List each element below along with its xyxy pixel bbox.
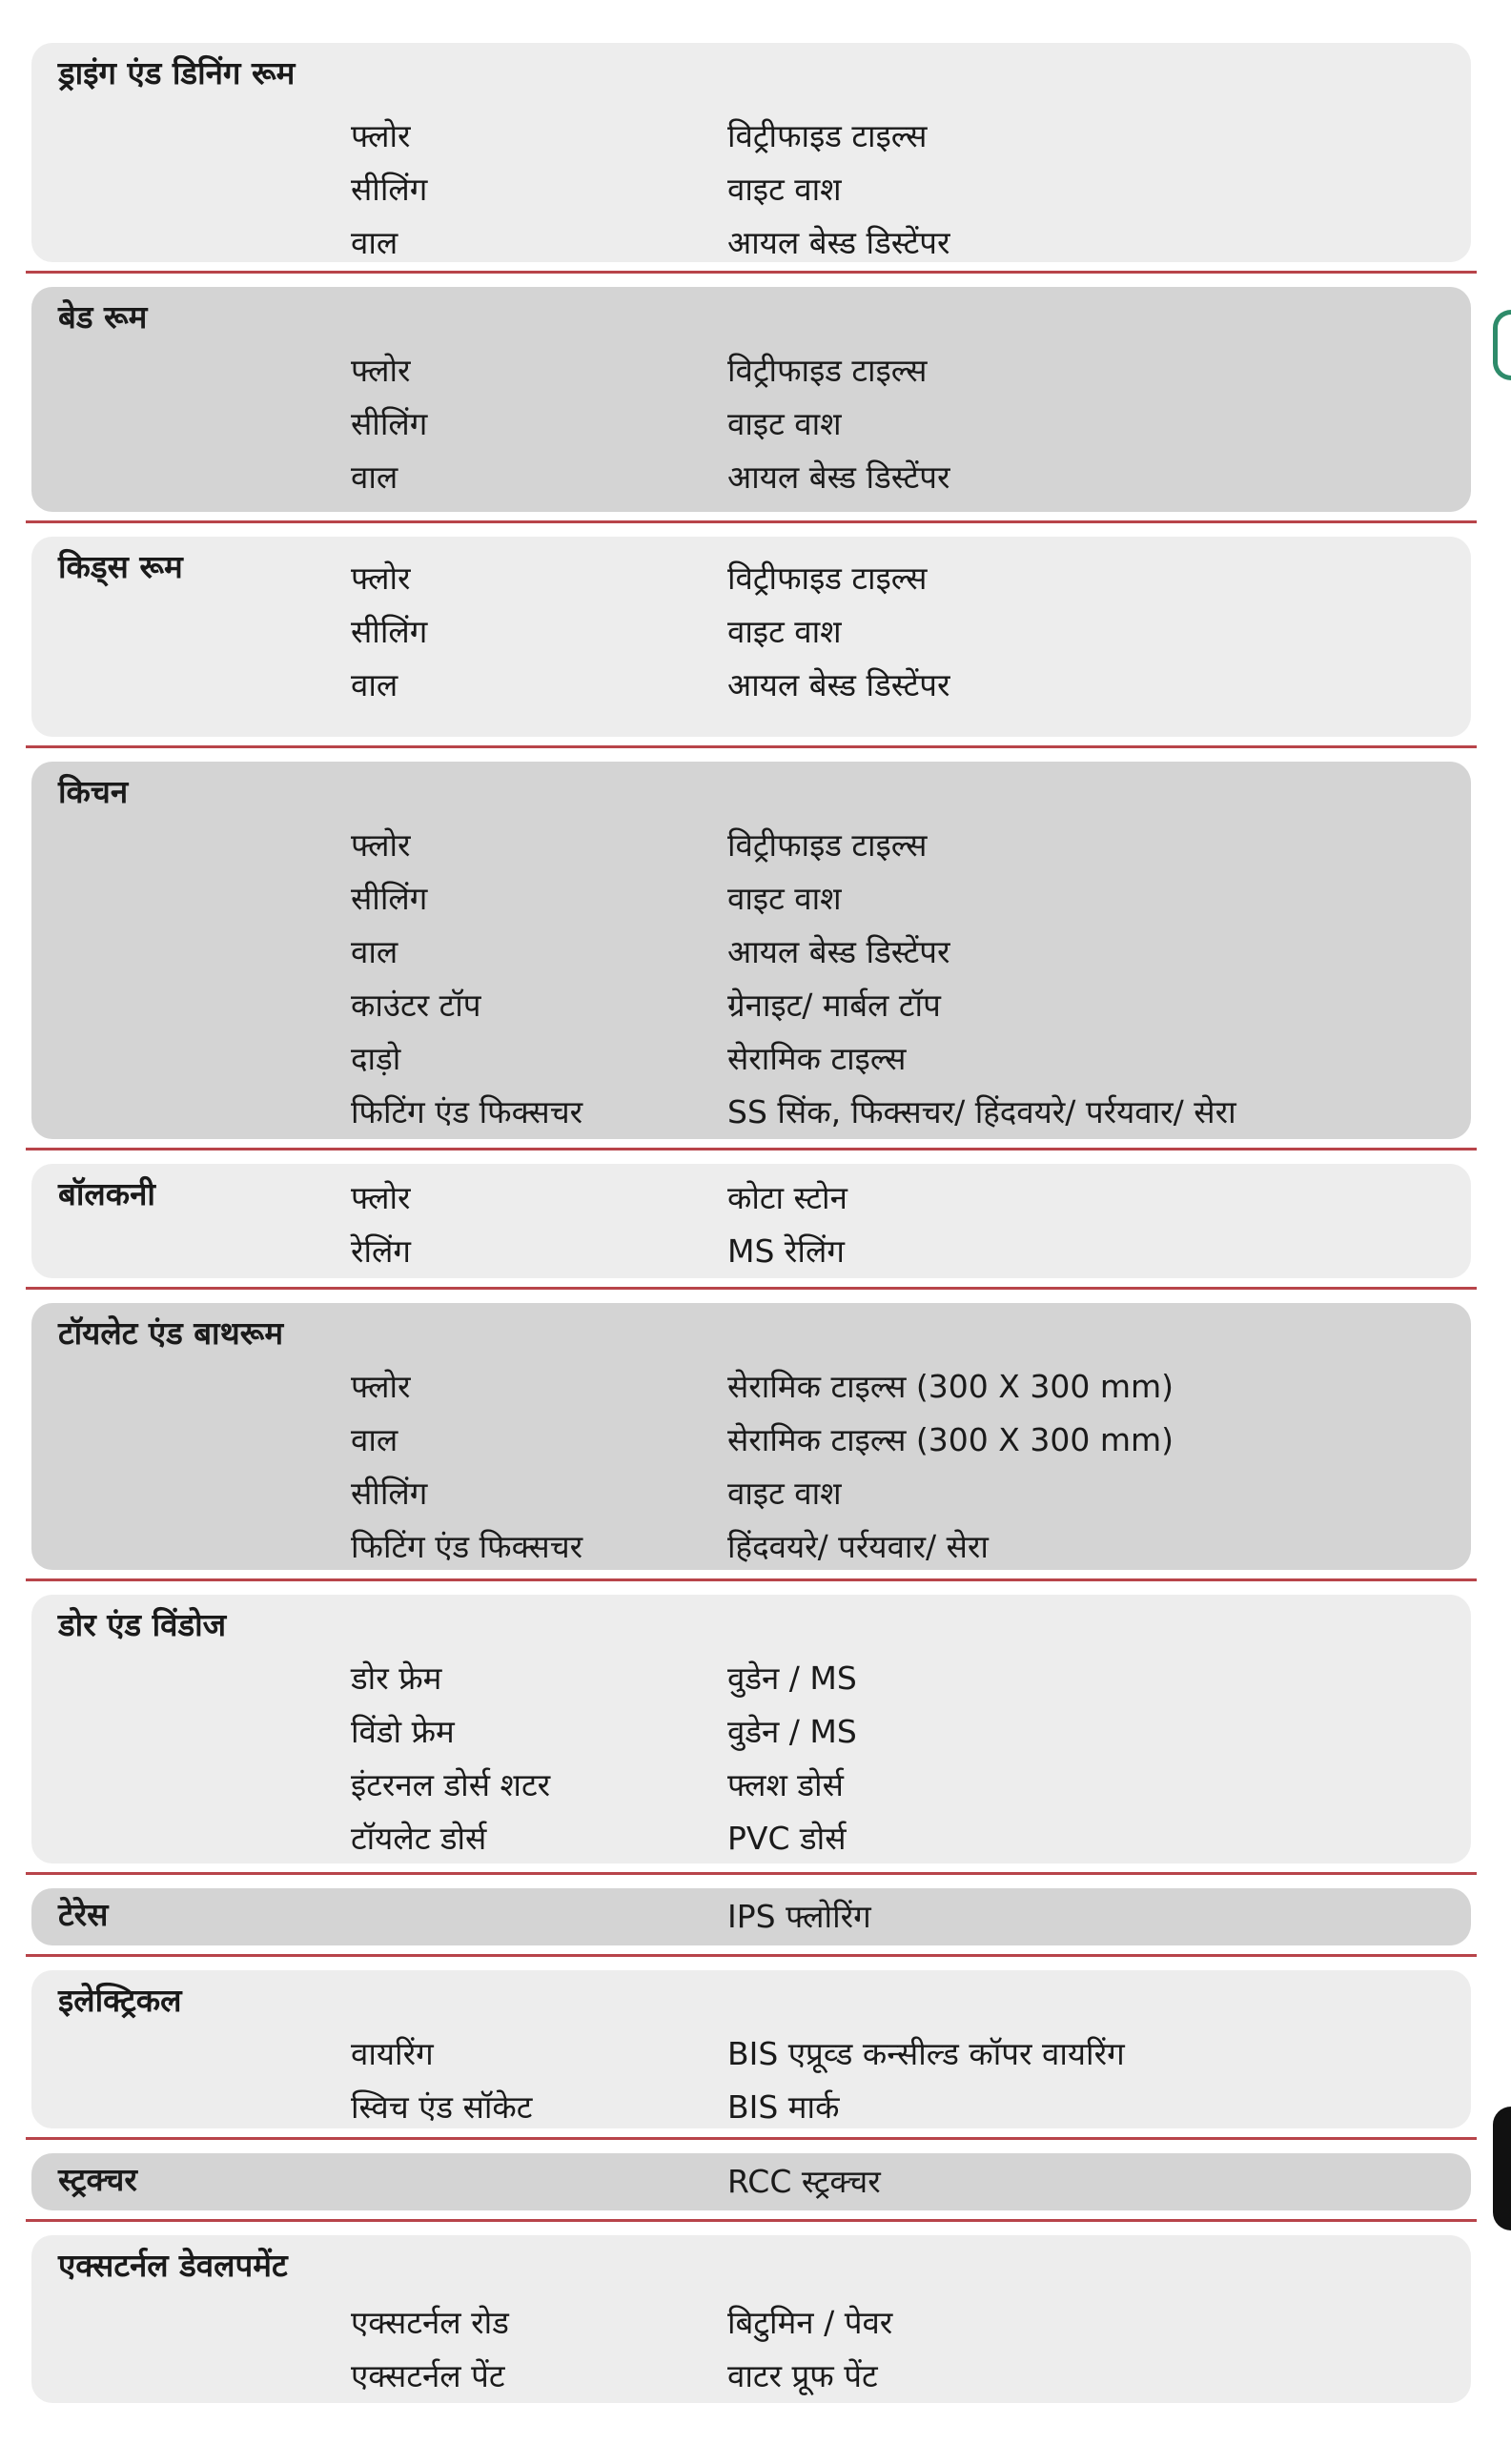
spec-value: BIS मार्क (727, 2088, 840, 2126)
spec-item: फ्लोर (351, 1179, 411, 1216)
spec-row (31, 605, 1471, 659)
spec-row (31, 1652, 1471, 1705)
spec-row (31, 659, 1471, 712)
spec-item: फ्लोर (351, 1368, 411, 1405)
spec-item: फ्लोर (351, 560, 411, 597)
spec-row (31, 2350, 1471, 2403)
spec-row (31, 1414, 1471, 1467)
spec-value: MS रेलिंग (727, 1232, 845, 1270)
spec-value: वाइट वाश (727, 613, 842, 650)
spec-item: एक्सटर्नल पेंट (351, 2357, 505, 2394)
spec-row (31, 2027, 1471, 2081)
section-structure (31, 2153, 1471, 2210)
section-terrace (31, 1888, 1471, 1945)
section-divider (26, 1872, 1477, 1875)
spec-row (31, 2155, 1471, 2209)
spec-item: सीलिंग (351, 613, 428, 650)
section-title: किचन (58, 773, 129, 810)
spec-value: विट्रीफाइड टाइल्स (727, 826, 928, 864)
spec-value: वाइट वाश (727, 1475, 842, 1512)
spec-item: डोर फ्रेम (351, 1660, 442, 1697)
section-divider (26, 2137, 1477, 2140)
spec-item: वाल (351, 666, 398, 703)
spec-item: सीलिंग (351, 171, 428, 208)
spec-item: रेलिंग (351, 1232, 411, 1270)
spec-item: वायरिंग (351, 2035, 434, 2072)
section-title: टेरेस (58, 1896, 109, 1933)
spec-item: सीलिंग (351, 880, 428, 917)
spec-value: PVC डोर्स (727, 1820, 847, 1857)
spec-rows (31, 2155, 1471, 2209)
spec-item: टॉयलेट डोर्स (351, 1820, 487, 1857)
section-divider (26, 745, 1477, 748)
spec-row (31, 1360, 1471, 1414)
spec-value: फ्लश डोर्स (727, 1766, 844, 1803)
spec-row (31, 1890, 1471, 1944)
spec-row (31, 2296, 1471, 2350)
section-divider (26, 1287, 1477, 1290)
spec-row (31, 1467, 1471, 1520)
spec-value: विट्रीफाइड टाइल्स (727, 560, 928, 597)
section-balcony (31, 1164, 1471, 1278)
spec-row (31, 819, 1471, 872)
spec-row (31, 979, 1471, 1032)
spec-value: सेरामिक टाइल्स (300 X 300 mm) (727, 1368, 1174, 1405)
spec-value: वुडेन / MS (727, 1713, 857, 1750)
section-title: इलेक्ट्रिकल (58, 1982, 182, 2019)
spec-row (31, 163, 1471, 216)
spec-row (31, 552, 1471, 605)
spec-rows (31, 295, 1471, 504)
spec-rows (31, 1602, 1471, 1865)
section-divider (26, 1954, 1477, 1957)
section-doors-windows (31, 1595, 1471, 1863)
spec-value: आयल बेस्ड डिस्टेंपर (727, 666, 950, 703)
spec-row (31, 344, 1471, 397)
spec-value: BIS एप्रूव्ड कन्सील्ड कॉपर वायरिंग (727, 2035, 1125, 2072)
spec-value: सेरामिक टाइल्स (300 X 300 mm) (727, 1421, 1174, 1458)
spec-item: वाल (351, 224, 398, 261)
spec-rows (31, 2243, 1471, 2403)
spec-value: आयल बेस्ड डिस्टेंपर (727, 224, 950, 261)
spec-item: वाल (351, 1421, 398, 1458)
spec-value: RCC स्ट्रक्चर (727, 2163, 881, 2200)
section-title: बेड रूम (58, 298, 148, 336)
spec-item: सीलिंग (351, 1475, 428, 1512)
section-toilet-bathroom (31, 1303, 1471, 1570)
section-divider (26, 2219, 1477, 2222)
spec-rows (31, 51, 1471, 270)
spec-value: विट्रीफाइड टाइल्स (727, 117, 928, 154)
section-title: टॉयलेट एंड बाथरूम (58, 1314, 284, 1352)
spec-row (31, 1032, 1471, 1086)
spec-item: विंडो फ्रेम (351, 1713, 455, 1750)
spec-item: एक्सटर्नल रोड (351, 2304, 509, 2341)
spec-item: वाल (351, 933, 398, 970)
spec-value: कोटा स्‍टोन (727, 1179, 847, 1216)
spec-item: काउंटर टॉप (351, 987, 481, 1024)
section-kitchen (31, 762, 1471, 1139)
spec-value: वाटर प्रूफ पेंट (727, 2357, 878, 2394)
spec-row (31, 1759, 1471, 1812)
spec-value: आयल बेस्ड डिस्टेंपर (727, 458, 950, 496)
specifications-table (31, 43, 1471, 2403)
spec-value: आयल बेस्ड डिस्टेंपर (727, 933, 950, 970)
spec-item: फ्लोर (351, 117, 411, 154)
spec-item: फ्लोर (351, 826, 411, 864)
spec-value: वाइट वाश (727, 405, 842, 442)
spec-item: सीलिंग (351, 405, 428, 442)
spec-row (31, 110, 1471, 163)
spec-item: स्विच एंड सॉकेट (351, 2088, 533, 2126)
section-kids-room (31, 537, 1471, 737)
spec-rows (31, 769, 1471, 1139)
spec-row (31, 216, 1471, 270)
section-divider (26, 271, 1477, 274)
spec-value: SS सिंक, फिक्सचर/ हिंदवयरे/ पर्रयवार/ सेरा (727, 1093, 1236, 1130)
spec-value: बिटुमिन / पेवर (727, 2304, 893, 2341)
section-title: ड्राइंग एंड डिनिंग रूम (58, 54, 296, 92)
spec-item: इंटरनल डोर्स शटर (351, 1766, 551, 1803)
green-edge-mark (1493, 310, 1511, 380)
section-external-development (31, 2235, 1471, 2403)
section-title: किड्स रूम (58, 548, 183, 585)
section-title: स्ट्रक्चर (58, 2161, 137, 2198)
section-drawing-dining (31, 43, 1471, 262)
spec-item: फ्लोर (351, 352, 411, 389)
spec-row (31, 397, 1471, 451)
spec-value: विट्रीफाइड टाइल्स (727, 352, 928, 389)
spec-item: वाल (351, 458, 398, 496)
spec-item: फिटिंग एंड फिक्सचर (351, 1528, 583, 1565)
spec-value: वुडेन / MS (727, 1660, 857, 1697)
spec-value: वाइट वाश (727, 880, 842, 917)
spec-row (31, 1171, 1471, 1225)
section-divider (26, 1578, 1477, 1581)
spec-rows (31, 1978, 1471, 2134)
spec-value: वाइट वाश (727, 171, 842, 208)
spec-value: हिंदवयरे/ पर्रयवार/ सेरा (727, 1528, 989, 1565)
spec-row (31, 2081, 1471, 2134)
section-divider (26, 520, 1477, 523)
spec-value: IPS फ्लोरिंग (727, 1898, 871, 1935)
black-edge-mark (1493, 2107, 1511, 2230)
section-electrical (31, 1970, 1471, 2128)
spec-rows (31, 1171, 1471, 1278)
spec-rows (31, 544, 1471, 712)
spec-row (31, 1520, 1471, 1574)
spec-item: फिटिंग एंड फिक्सचर (351, 1093, 583, 1130)
spec-value: ग्रेनाइट/ मार्बल टॉप (727, 987, 941, 1024)
section-bedroom (31, 287, 1471, 512)
spec-row (31, 872, 1471, 926)
spec-rows (31, 1890, 1471, 1944)
section-title: डोर एंड विंडोज (58, 1606, 227, 1643)
spec-row (31, 1812, 1471, 1865)
spec-row (31, 1225, 1471, 1278)
section-title: बॉलकनी (58, 1175, 155, 1212)
spec-value: सेरामिक टाइल्स (727, 1040, 907, 1077)
spec-item: दाड़ो (351, 1040, 401, 1077)
spec-row (31, 451, 1471, 504)
spec-row (31, 1086, 1471, 1139)
spec-row (31, 1705, 1471, 1759)
section-title: एक्सटर्नल डेवलपमेंट (58, 2247, 288, 2284)
spec-rows (31, 1311, 1471, 1574)
section-divider (26, 1148, 1477, 1151)
spec-row (31, 926, 1471, 979)
